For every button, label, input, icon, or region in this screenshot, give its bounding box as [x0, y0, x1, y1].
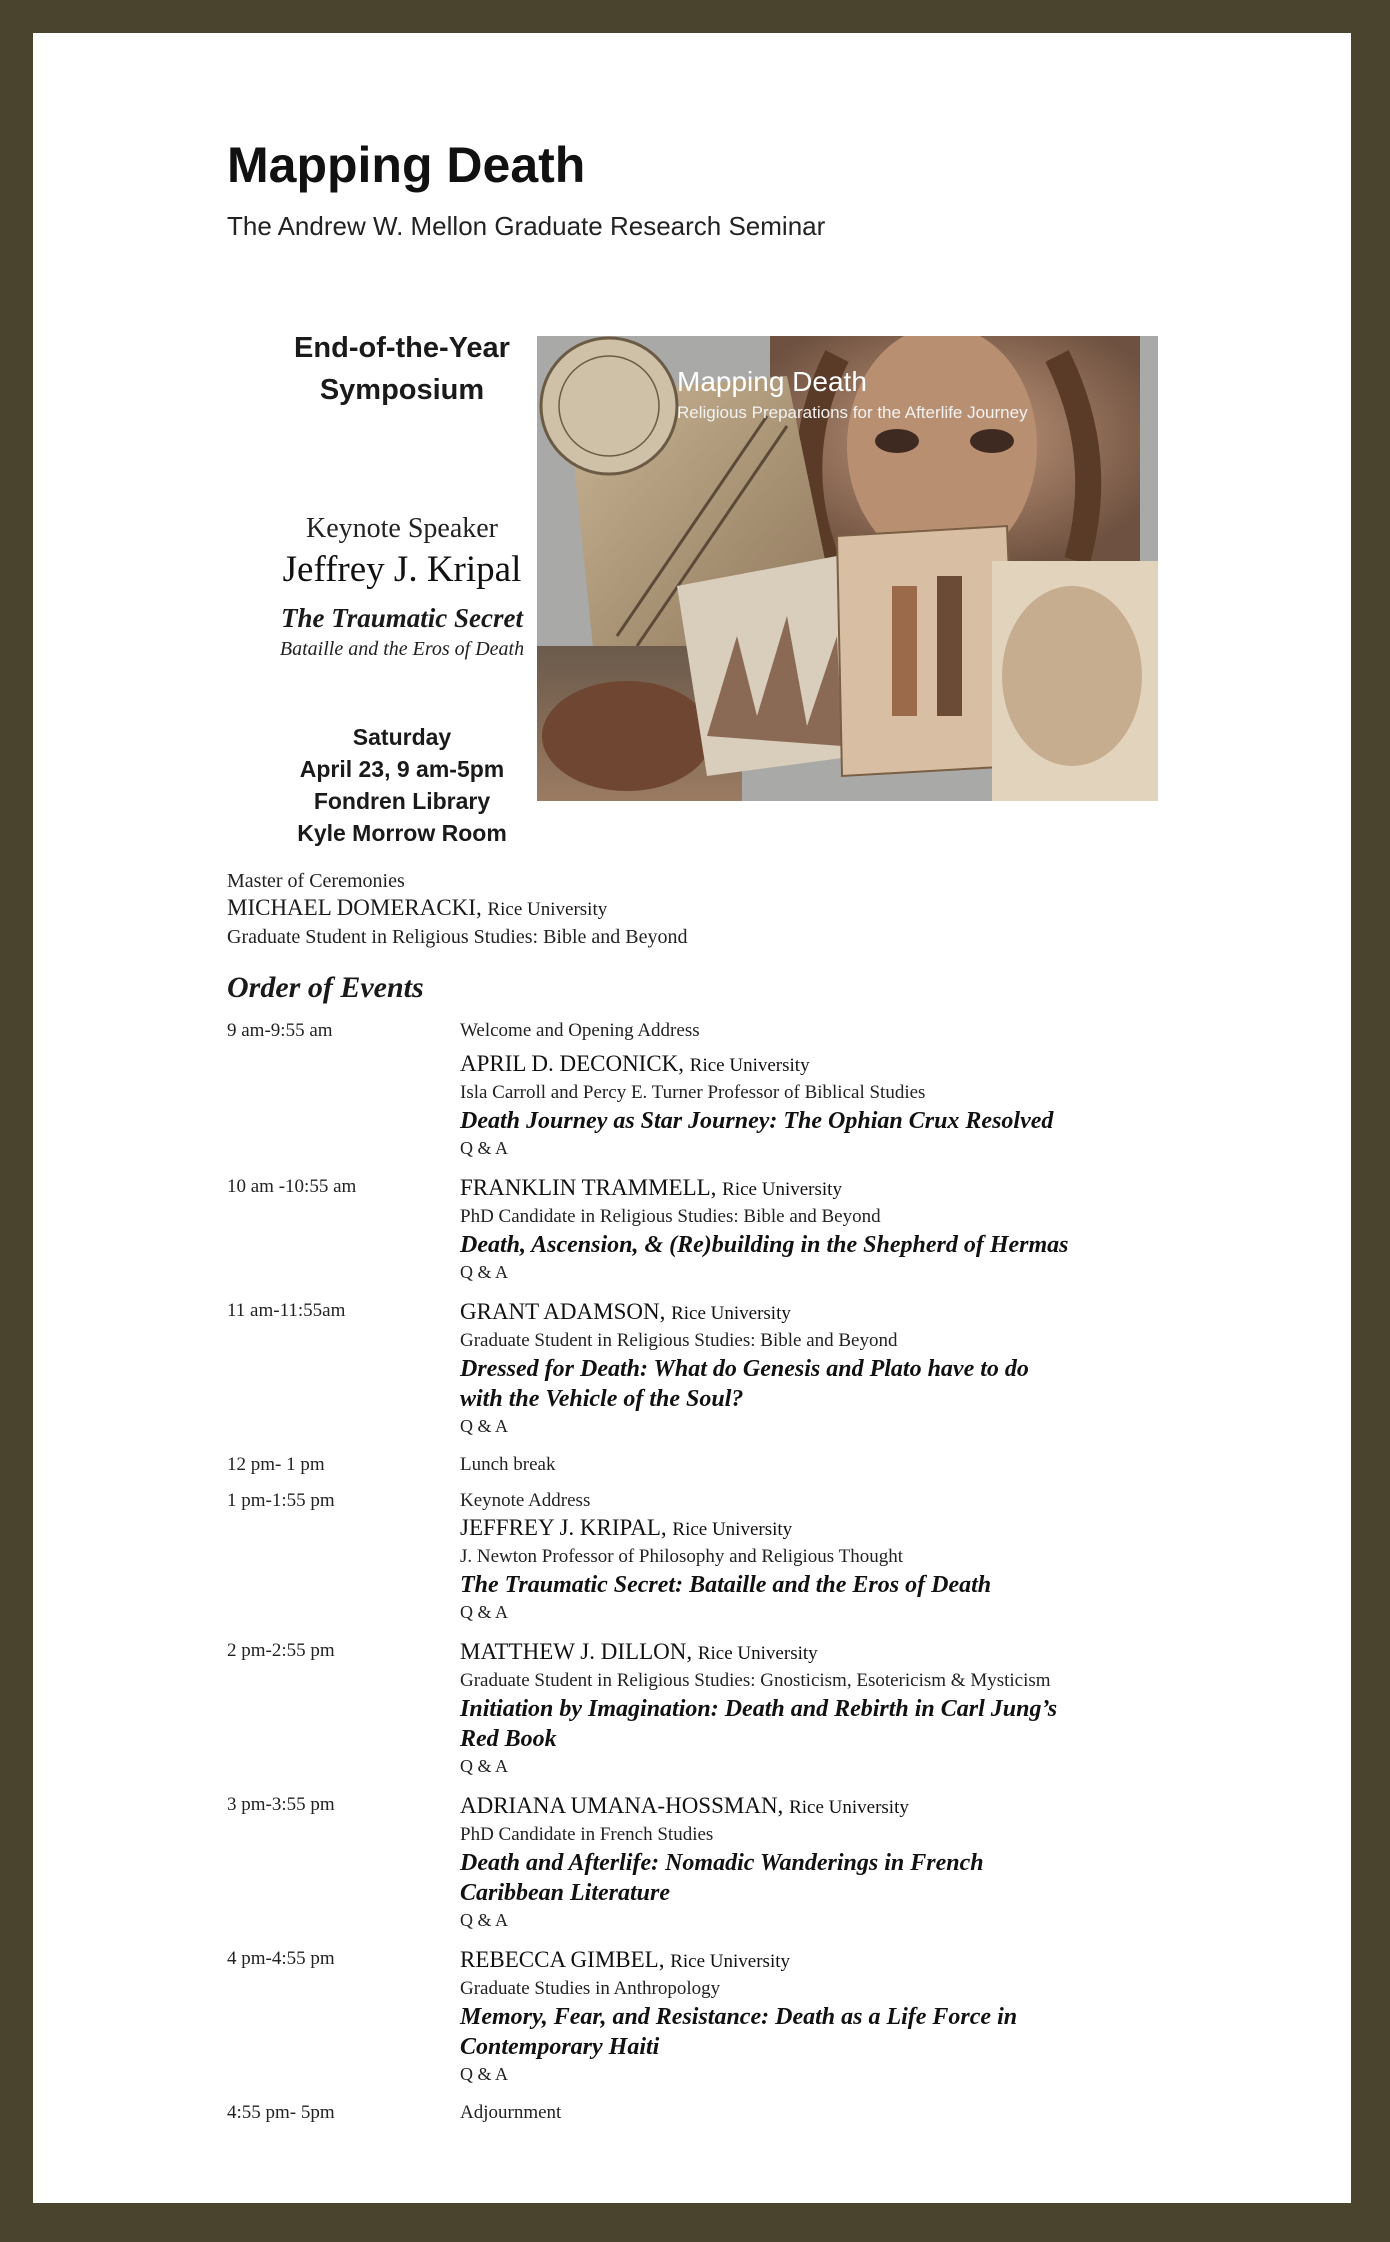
- event-row: [227, 1174, 1227, 1284]
- speaker-line: [460, 1514, 1227, 1544]
- qa-label: Q & A: [460, 1602, 509, 1622]
- event-row: [227, 1488, 1227, 1624]
- collage-image: [537, 336, 1158, 801]
- speaker-affiliation: Rice University: [689, 1055, 810, 1076]
- egyptian-panel: [837, 526, 1017, 776]
- talk-title: The Traumatic Secret: Bataille and the Eros of Death: [460, 1572, 992, 1598]
- page-subtitle: The Andrew W. Mellon Graduate Research Seminar: [227, 211, 826, 241]
- qa-label: Q & A: [460, 1756, 509, 1776]
- event-row: [227, 1638, 1227, 1778]
- collage-artwork: [537, 336, 1158, 801]
- speaker-role: PhD Candidate in French Studies: [460, 1824, 714, 1845]
- event-day: Saturday: [352, 724, 452, 750]
- keynote-talk: The Traumatic Secret: [281, 603, 523, 633]
- speaker-name: ADRIANA UMANA-HOSSMAN,: [460, 1793, 784, 1818]
- mc-label: Master of Ceremonies: [227, 870, 405, 892]
- event-text: Lunch break: [460, 1454, 556, 1475]
- speaker-line: [460, 1792, 1227, 1822]
- event-time: 4:55 pm- 5pm: [227, 2102, 335, 2123]
- talk-title-line-2: with the Vehicle of the Soul?: [460, 1386, 744, 1412]
- event-details: [217, 721, 587, 849]
- talk-title-line-2: Red Book: [460, 1726, 557, 1752]
- qa-label: Q & A: [460, 1262, 509, 1282]
- event-time: 4 pm-4:55 pm: [227, 1948, 335, 1969]
- symposium-line-2: Symposium: [319, 374, 485, 406]
- event-time: 3 pm-3:55 pm: [227, 1794, 335, 1815]
- master-of-ceremonies: [227, 868, 1227, 950]
- speaker-affiliation: Rice University: [672, 1519, 793, 1540]
- speaker-line: [460, 1946, 1227, 1976]
- speaker-line: [460, 1638, 1227, 1668]
- event-room: Kyle Morrow Room: [297, 820, 507, 846]
- speaker-line: [460, 1298, 1227, 1328]
- qa-label: Q & A: [460, 2064, 509, 2084]
- order-of-events-heading: Order of Events: [227, 971, 424, 1004]
- speaker-affiliation: Rice University: [670, 1951, 790, 1972]
- speaker-line: [460, 1174, 1227, 1204]
- speaker-role: Graduate Studies in Anthropology: [460, 1978, 721, 1999]
- talk-title-line-1: Initiation by Imagination: Death and Rebirth in Carl Jung’s: [460, 1696, 1058, 1722]
- symposium-heading: [217, 327, 587, 411]
- speaker-name: FRANKLIN TRAMMELL,: [460, 1175, 717, 1200]
- event-time: 12 pm- 1 pm: [227, 1454, 325, 1475]
- talk-title: Death, Ascension, & (Re)building in the Shepherd of Hermas: [460, 1232, 1069, 1258]
- event-row: [227, 1452, 1227, 1478]
- speaker-name: JEFFREY J. KRIPAL,: [460, 1515, 667, 1540]
- talk-title-line-1: Dressed for Death: What do Genesis and Plato have to do: [460, 1356, 1029, 1382]
- speaker-name: GRANT ADAMSON,: [460, 1299, 666, 1324]
- event-row: [227, 1298, 1227, 1438]
- event-pre: Welcome and Opening Address: [460, 1020, 700, 1041]
- event-date-time: April 23, 9 am-5pm: [299, 756, 505, 782]
- talk-title-line-2: Caribbean Literature: [460, 1880, 671, 1906]
- speaker-name: MATTHEW J. DILLON,: [460, 1639, 693, 1664]
- talk-title-line-1: Memory, Fear, and Resistance: Death as a Life Force in: [460, 2004, 1018, 2030]
- event-pre: Keynote Address: [460, 1490, 591, 1511]
- speaker-role: PhD Candidate in Religious Studies: Bible and Beyond: [460, 1206, 881, 1227]
- mc-affiliation: Rice University: [487, 899, 608, 920]
- talk-title-line-1: Death and Afterlife: Nomadic Wanderings in French: [460, 1850, 984, 1876]
- symposium-line-1: End-of-the-Year: [294, 332, 510, 364]
- speaker-role: Isla Carroll and Percy E. Turner Professor of Biblical Studies: [460, 1082, 926, 1103]
- event-row: [227, 1018, 1227, 1160]
- speaker-line: [460, 1050, 1227, 1080]
- event-time: 10 am -10:55 am: [227, 1176, 357, 1197]
- speaker-role: J. Newton Professor of Philosophy and Religious Thought: [460, 1546, 903, 1567]
- keynote-name: Jeffrey J. Kripal: [282, 549, 522, 590]
- speaker-affiliation: Rice University: [671, 1303, 791, 1324]
- event-time: 2 pm-2:55 pm: [227, 1640, 335, 1661]
- poster-page: [33, 33, 1351, 2203]
- medallion-panel: [541, 338, 677, 474]
- qa-label: Q & A: [460, 1416, 509, 1436]
- speaker-affiliation: Rice University: [722, 1179, 842, 1200]
- event-time: 9 am-9:55 am: [227, 1020, 333, 1041]
- speaker-name: APRIL D. DECONICK,: [460, 1051, 685, 1076]
- qa-label: Q & A: [460, 1910, 509, 1930]
- speaker-affiliation: Rice University: [789, 1797, 909, 1818]
- event-text: Adjournment: [460, 2102, 562, 2123]
- event-time: 11 am-11:55am: [227, 1300, 346, 1321]
- collage-subtitle: Religious Preparations for the Afterlife Journey: [677, 403, 1028, 422]
- speaker-affiliation: Rice University: [697, 1643, 818, 1664]
- talk-title-line-2: Contemporary Haiti: [460, 2034, 660, 2060]
- event-row: [227, 1946, 1227, 2086]
- keynote-label: Keynote Speaker: [305, 513, 499, 544]
- mc-role: Graduate Student in Religious Studies: Bible and Beyond: [227, 926, 688, 948]
- event-time: 1 pm-1:55 pm: [227, 1490, 335, 1511]
- keynote-talk-subtitle: Bataille and the Eros of Death: [279, 638, 525, 660]
- event-row: [227, 2100, 1227, 2126]
- events-list: [227, 1018, 1227, 2136]
- event-row: [227, 1792, 1227, 1932]
- page-title: Mapping Death: [227, 137, 586, 193]
- speaker-name: REBECCA GIMBEL,: [460, 1947, 665, 1972]
- qa-label: Q & A: [460, 1138, 509, 1158]
- talk-title: Death Journey as Star Journey: The Ophian Crux Resolved: [460, 1108, 1054, 1134]
- speaker-role: Graduate Student in Religious Studies: Gnosticism, Esotericism & Mysticism: [460, 1670, 1051, 1691]
- speaker-role: Graduate Student in Religious Studies: Bible and Beyond: [460, 1330, 898, 1351]
- collage-title: Mapping Death: [677, 366, 867, 397]
- mc-name: MICHAEL DOMERACKI,: [227, 895, 482, 920]
- mc-name-line: [227, 894, 1227, 924]
- event-venue: Fondren Library: [313, 788, 491, 814]
